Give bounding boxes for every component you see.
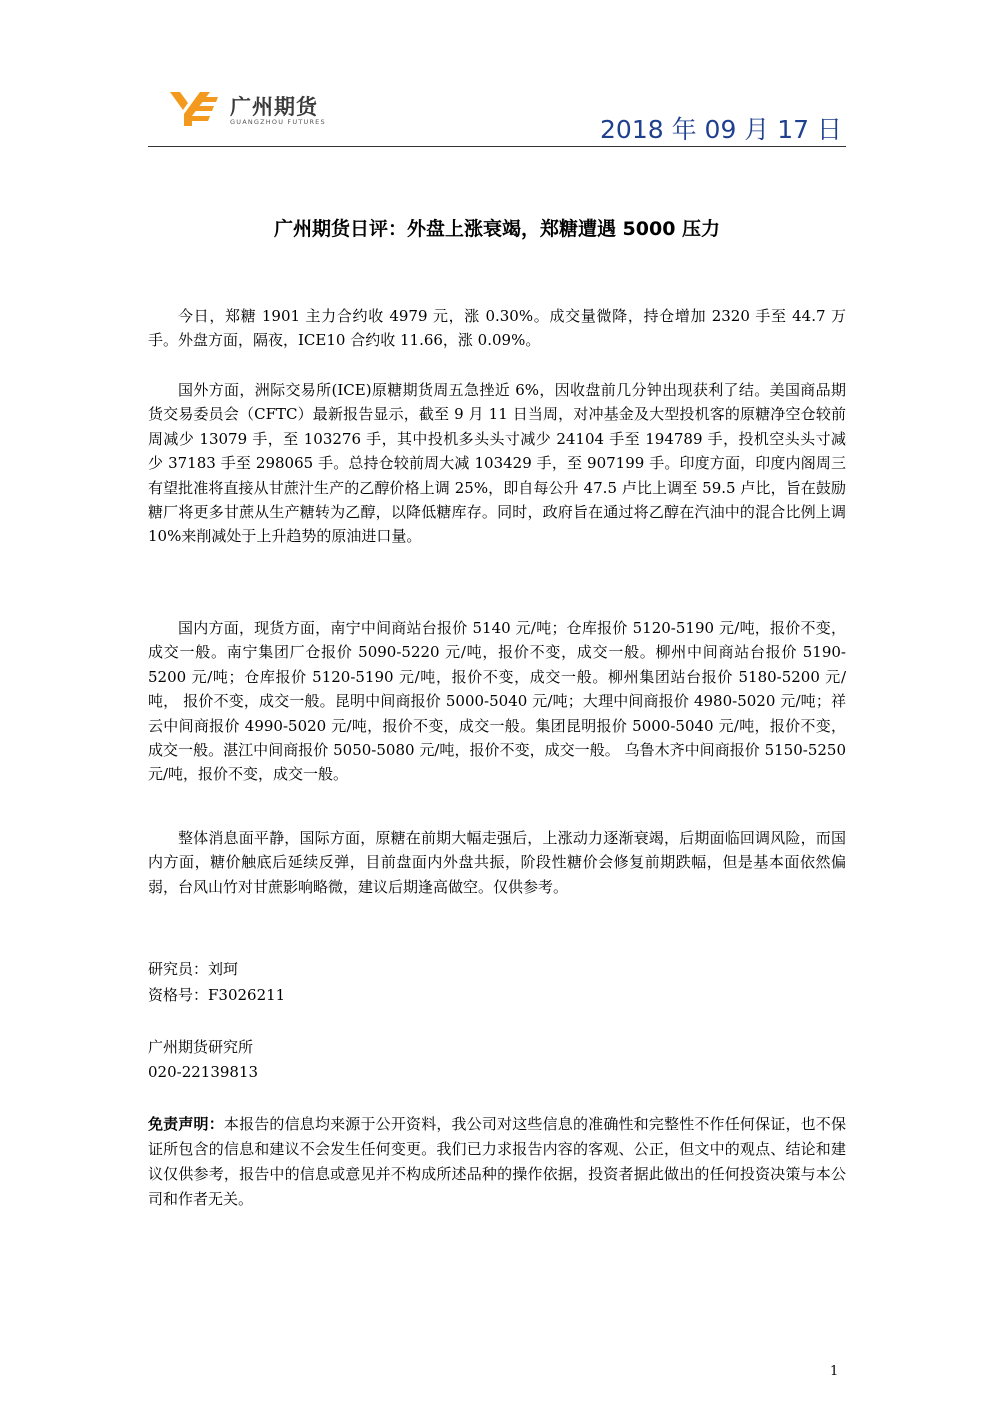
contact-phone: 020-22139813 bbox=[148, 1063, 259, 1081]
disclaimer-label: 免责声明： bbox=[148, 1115, 224, 1133]
header-divider bbox=[148, 146, 846, 147]
paragraph-market-summary: 今日，郑糖 1901 主力合约收 4979 元，涨 0.30%。成交量微降，持仓增加 2320 手至 44.7 万手。外盘方面，隔夜，ICE10 合约收 11.66，涨 0.09%。 bbox=[148, 307, 846, 350]
researcher-name: 研究员：刘珂 bbox=[148, 960, 239, 978]
report-title: 广州期货日评：外盘上涨衰竭，郑糖遭遇 5000 压力 bbox=[273, 218, 721, 240]
license-number: 资格号：F3026211 bbox=[148, 986, 286, 1004]
logo-english-name: GUANGZHOU FUTURES bbox=[230, 118, 326, 126]
paragraph-outlook: 整体消息面平静，国际方面，原糖在前期大幅走强后，上涨动力逐渐衰竭，后期面临回调风险，而国内方面，糖价触底后延续反弹，目前盘面内外盘共振，阶段性糖价会修复前期跌幅，但是基本面依然偏弱，台风山竹对甘蔗影响略微，建议后期逢高做空。仅供参考。 bbox=[148, 829, 846, 896]
disclaimer-text: 本报告的信息均来源于公开资料，我公司对这些信息的准确性和完整性不作任何保证，也不保证所包含的信息和建议不会发生任何变更。我们已力求报告内容的客观、公正，但文中的观点、结论和建议仅供参考，报告中的信息或意见并不构成所述品种的操作依据，投资者据此做出的任何投资决策与本公司和作者无关。 bbox=[148, 1115, 846, 1208]
report-date: 2018 年 09 月 17 日 bbox=[600, 115, 842, 144]
page-number: 1 bbox=[830, 1364, 839, 1379]
disclaimer bbox=[148, 1112, 846, 1212]
page-header bbox=[148, 88, 846, 148]
institute-name: 广州期货研究所 bbox=[148, 1038, 254, 1056]
paragraph-international: 国外方面，洲际交易所(ICE)原糖期货周五急挫近 6%，因收盘前几分钟出现获利了结。美国商品期货交易委员会（CFTC）最新报告显示，截至 9 月 11 日当周，对冲基金及大型投机客的原糖净空仓较前周减少 13079 手，至 103276 手，其中投机多头头寸减少 24104 手至 194789 手，投机空头头寸减少 37183 手至 298065 手。总持仓较前周大减 103429 手，至 907199 手。印度方面，印度内阁周三有望批准将直接从甘蔗汁生产的乙醇价格上调 25%，即自每公升 47.5 卢比上调至 59.5 卢比，旨在鼓励糖厂将更多甘蔗从生产糖转为乙醇，以降低糖库存。同时，政府旨在通过将乙醇在汽油中的混合比例上调 10%来削减处于上升趋势的原油进口量。 bbox=[148, 381, 846, 546]
paragraph-domestic-spot: 国内方面，现货方面，南宁中间商站台报价 5140 元/吨；仓库报价 5120-5190 元/吨，报价不变，成交一般。南宁集团厂仓报价 5090-5220 元/吨，报价不变，成交一般。柳州中间商站台报价 5190-5200 元/吨；仓库报价 5120-5190 元/吨，报价不变，成交一般。柳州集团站台报价 5180-5200 元/吨， 报价不变，成交一般。昆明中间商报价 5000-5040 元/吨；大理中间商报价 4980-5020 元/吨；祥云中间商报价 4990-5020 元/吨，报价不变，成交一般。集团昆明报价 5000-5040 元/吨，报价不变，成交一般。湛江中间商报价 5050-5080 元/吨，报价不变，成交一般。 乌鲁木齐中间商报价 5150-5250 元/吨，报价不变，成交一般。 bbox=[148, 619, 846, 784]
company-logo bbox=[170, 90, 370, 130]
logo-chinese-name: 广州期货 bbox=[230, 95, 318, 119]
ye-logo-icon bbox=[170, 92, 218, 126]
